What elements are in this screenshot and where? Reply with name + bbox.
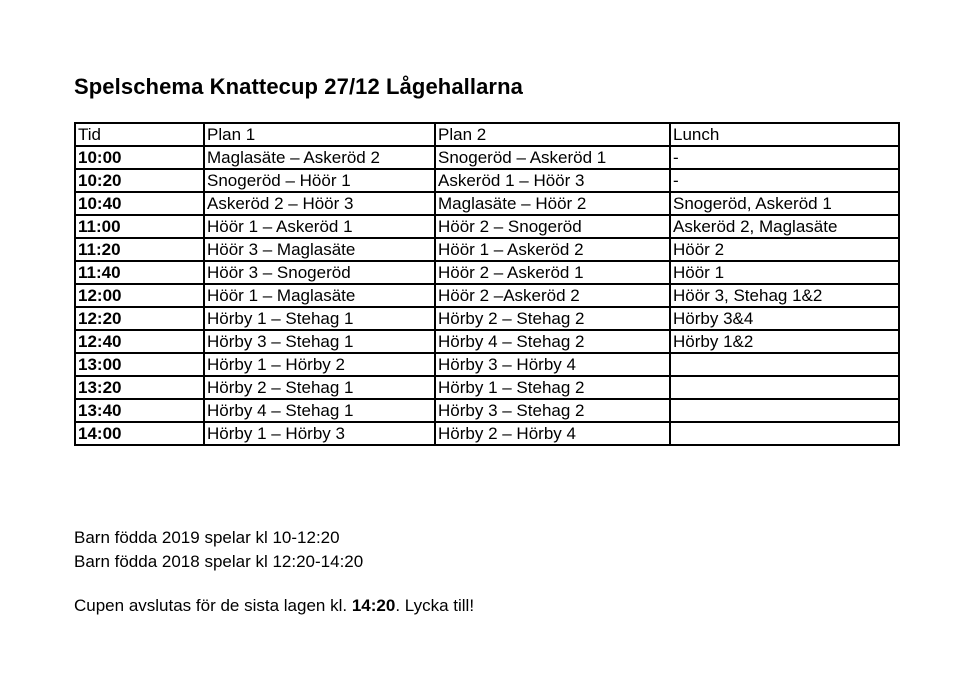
cell-lunch: - — [670, 169, 899, 192]
cell-plan-2: Snogeröd – Askeröd 1 — [435, 146, 670, 169]
cell-plan-1: Hörby 3 – Stehag 1 — [204, 330, 435, 353]
table-row — [75, 376, 899, 399]
cell-plan-1: Askeröd 2 – Höör 3 — [204, 192, 435, 215]
table-row — [75, 169, 899, 192]
cell-plan-1: Hörby 2 – Stehag 1 — [204, 376, 435, 399]
table-row — [75, 353, 899, 376]
header-plan-1: Plan 1 — [204, 123, 435, 146]
table-row — [75, 215, 899, 238]
cell-time: 11:40 — [75, 261, 204, 284]
table-row — [75, 422, 899, 445]
cell-plan-2: Hörby 1 – Stehag 2 — [435, 376, 670, 399]
cell-plan-1: Snogeröd – Höör 1 — [204, 169, 435, 192]
cell-time: 11:00 — [75, 215, 204, 238]
page-title: Spelschema Knattecup 27/12 Lågehallarna — [74, 74, 523, 99]
cell-lunch: Höör 2 — [670, 238, 899, 261]
header-row — [75, 123, 899, 146]
cell-plan-1: Hörby 1 – Hörby 3 — [204, 422, 435, 445]
schedule-rows — [75, 146, 899, 445]
notes — [74, 526, 363, 574]
table-row — [75, 284, 899, 307]
cell-time: 13:20 — [75, 376, 204, 399]
cell-time: 12:40 — [75, 330, 204, 353]
cell-plan-2: Höör 2 – Askeröd 1 — [435, 261, 670, 284]
cell-plan-2: Maglasäte – Höör 2 — [435, 192, 670, 215]
cell-plan-2: Hörby 2 – Stehag 2 — [435, 307, 670, 330]
table-row — [75, 261, 899, 284]
cell-plan-2: Höör 1 – Askeröd 2 — [435, 238, 670, 261]
cell-plan-1: Hörby 1 – Hörby 2 — [204, 353, 435, 376]
cell-lunch — [670, 376, 899, 399]
cell-lunch — [670, 399, 899, 422]
header-tid: Tid — [75, 123, 204, 146]
closing-text-after: . Lycka till! — [395, 596, 475, 615]
cell-plan-1: Höör 1 – Maglasäte — [204, 284, 435, 307]
cell-lunch — [670, 422, 899, 445]
cell-time: 10:00 — [75, 146, 204, 169]
cell-time: 14:00 — [75, 422, 204, 445]
cell-plan-2: Hörby 3 – Stehag 2 — [435, 399, 670, 422]
cell-time: 12:00 — [75, 284, 204, 307]
cell-time: 13:40 — [75, 399, 204, 422]
table-row — [75, 399, 899, 422]
cell-time: 10:20 — [75, 169, 204, 192]
schedule-table — [74, 122, 900, 446]
cell-lunch — [670, 353, 899, 376]
cell-plan-1: Höör 3 – Maglasäte — [204, 238, 435, 261]
note-line: Barn födda 2019 spelar kl 10-12:20 — [74, 528, 340, 547]
cell-plan-2: Hörby 3 – Hörby 4 — [435, 353, 670, 376]
table-row — [75, 307, 899, 330]
cell-plan-2: Hörby 4 – Stehag 2 — [435, 330, 670, 353]
cell-lunch: Höör 1 — [670, 261, 899, 284]
closing-text-before: Cupen avslutas för de sista lagen kl. — [74, 596, 352, 615]
table-row — [75, 238, 899, 261]
cell-plan-2: Höör 2 –Askeröd 2 — [435, 284, 670, 307]
cell-lunch: Snogeröd, Askeröd 1 — [670, 192, 899, 215]
cell-lunch: - — [670, 146, 899, 169]
cell-lunch: Höör 3, Stehag 1&2 — [670, 284, 899, 307]
cell-time: 10:40 — [75, 192, 204, 215]
table-row — [75, 330, 899, 353]
note-line: Barn födda 2018 spelar kl 12:20-14:20 — [74, 552, 364, 571]
cell-plan-1: Maglasäte – Askeröd 2 — [204, 146, 435, 169]
cell-plan-2: Hörby 2 – Hörby 4 — [435, 422, 670, 445]
cell-plan-1: Höör 3 – Snogeröd — [204, 261, 435, 284]
cell-time: 11:20 — [75, 238, 204, 261]
table-row — [75, 192, 899, 215]
cell-plan-2: Askeröd 1 – Höör 3 — [435, 169, 670, 192]
cell-lunch: Hörby 1&2 — [670, 330, 899, 353]
header-plan-2: Plan 2 — [435, 123, 670, 146]
cell-plan-1: Höör 1 – Askeröd 1 — [204, 215, 435, 238]
closing-line — [74, 596, 474, 616]
cell-lunch: Hörby 3&4 — [670, 307, 899, 330]
cell-time: 13:00 — [75, 353, 204, 376]
cell-time: 12:20 — [75, 307, 204, 330]
header-lunch: Lunch — [670, 123, 899, 146]
closing-time: 14:20 — [351, 596, 396, 615]
cell-lunch: Askeröd 2, Maglasäte — [670, 215, 899, 238]
cell-plan-2: Höör 2 – Snogeröd — [435, 215, 670, 238]
cell-plan-1: Hörby 4 – Stehag 1 — [204, 399, 435, 422]
table-row — [75, 146, 899, 169]
cell-plan-1: Hörby 1 – Stehag 1 — [204, 307, 435, 330]
